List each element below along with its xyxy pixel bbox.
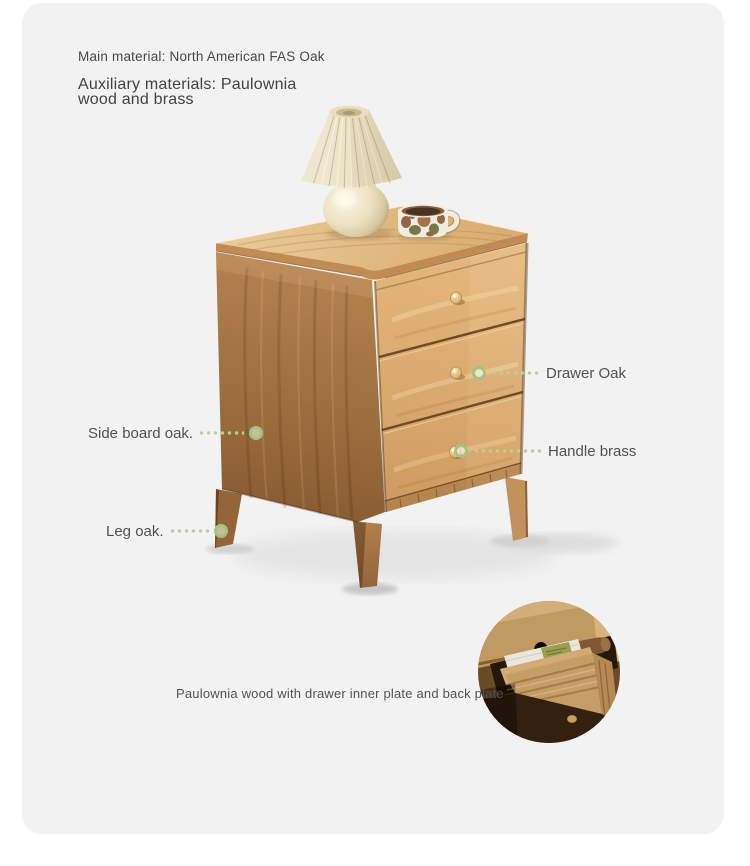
nightstand: [215, 206, 528, 588]
callout-side-board-oak: [88, 424, 263, 442]
dotted-leader-line: [491, 371, 541, 375]
dotted-leader-line: [473, 449, 543, 453]
callout-label-side-board-oak: Side board oak.: [88, 424, 194, 442]
dotted-leader-line: [198, 431, 244, 435]
auxiliary-materials-text: [78, 77, 297, 107]
side-board-marker-icon: [249, 426, 263, 440]
drawer-detail-inset: [478, 586, 620, 743]
coffee-mug: [398, 205, 457, 241]
auxiliary-line-1: Auxiliary materials: Paulownia: [78, 76, 297, 93]
auxiliary-line-2: wood and brass: [78, 91, 194, 108]
callout-label-drawer-oak: Drawer Oak: [546, 364, 627, 382]
inset-caption: Paulownia wood with drawer inner plate and back plate: [176, 686, 504, 701]
callout-label-leg-oak: Leg oak.: [106, 522, 164, 540]
dotted-leader-line: [169, 529, 209, 533]
leg-oak-marker-icon: [214, 524, 228, 538]
callout-leg-oak: [106, 522, 228, 540]
drawer-oak-marker-icon: [472, 366, 486, 380]
handle-brass-marker-icon: [454, 444, 468, 458]
callout-label-handle-brass: Handle brass: [548, 442, 637, 460]
callout-handle-brass: [454, 442, 636, 460]
main-material-text: Main material: North American FAS Oak: [78, 49, 325, 64]
floor-shadow: [206, 531, 618, 595]
callout-drawer-oak: [472, 364, 626, 382]
